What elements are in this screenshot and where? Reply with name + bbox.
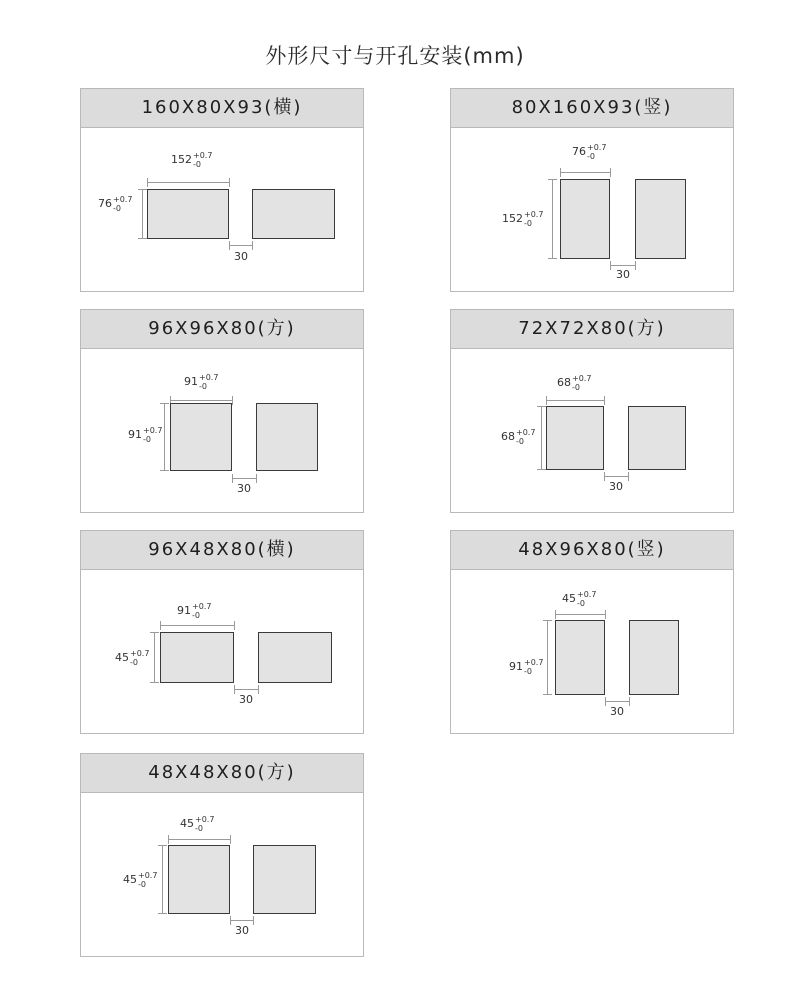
dimension-tick	[252, 241, 253, 250]
cutout-diagram	[451, 348, 733, 512]
dimension-tick	[604, 396, 605, 405]
dimension-tick	[548, 179, 557, 180]
width-dimension-line	[560, 172, 610, 173]
cutout-diagram	[451, 569, 733, 733]
gap-dimension-label: 30	[234, 250, 248, 263]
dimension-tick	[253, 916, 254, 925]
dimension-tick	[258, 685, 259, 694]
panel-cutout	[635, 179, 686, 259]
dimension-tick	[150, 632, 159, 633]
gap-dimension-line	[230, 920, 253, 921]
panel-48x96x80	[450, 530, 734, 734]
gap-dimension-line	[229, 245, 252, 246]
dimension-tick	[138, 189, 147, 190]
dimension-tick	[548, 258, 557, 259]
width-dimension-label: 45 +0.7 -0	[562, 590, 597, 608]
dimension-tick	[160, 621, 161, 630]
page-title: 外形尺寸与开孔安装(mm)	[265, 44, 525, 68]
dimension-tick	[229, 178, 230, 187]
dimension-tick	[604, 472, 605, 481]
width-dimension-line	[160, 625, 234, 626]
panel-96x96x80	[80, 309, 364, 513]
dimension-tick	[605, 697, 606, 706]
dimension-tick	[150, 682, 159, 683]
panel-cutout	[256, 403, 318, 471]
dimension-tick	[537, 469, 546, 470]
gap-dimension-line	[605, 701, 629, 702]
height-dimension-label: 152 +0.7 -0	[502, 210, 544, 228]
cutout-diagram	[81, 127, 363, 291]
dimension-tick	[605, 610, 606, 619]
panel-cutout	[555, 620, 605, 695]
dimension-tick	[629, 697, 630, 706]
dimension-tick	[555, 610, 556, 619]
dimension-tick	[234, 685, 235, 694]
height-dimension-label: 91 +0.7 -0	[128, 426, 163, 444]
dimension-tick	[230, 916, 231, 925]
gap-dimension-label: 30	[239, 693, 253, 706]
height-dimension-label: 91 +0.7 -0	[509, 658, 544, 676]
dimension-tick	[543, 694, 552, 695]
gap-dimension-line	[232, 478, 256, 479]
panel-cutout	[560, 179, 610, 259]
panel-header: 48X96X80(竖)	[451, 531, 733, 570]
cutout-diagram	[451, 127, 733, 291]
width-dimension-line	[147, 182, 229, 183]
height-dimension-line	[541, 406, 542, 470]
gap-dimension-label: 30	[235, 924, 249, 937]
width-dimension-label: 91 +0.7 -0	[184, 373, 219, 391]
dimension-tick	[147, 178, 148, 187]
gap-dimension-label: 30	[609, 480, 623, 493]
panel-cutout	[628, 406, 686, 470]
height-dimension-line	[164, 403, 165, 471]
dimension-tick	[160, 403, 169, 404]
dimension-tick	[234, 621, 235, 630]
height-dimension-label: 68 +0.7 -0	[501, 428, 536, 446]
height-dimension-line	[552, 179, 553, 259]
gap-dimension-line	[234, 689, 258, 690]
cutout-diagram	[81, 569, 363, 733]
dimension-tick	[232, 396, 233, 405]
gap-dimension-line	[610, 265, 635, 266]
dimension-tick	[232, 474, 233, 483]
dimension-tick	[543, 620, 552, 621]
height-dimension-line	[547, 620, 548, 695]
width-dimension-line	[555, 614, 605, 615]
dimension-tick	[229, 241, 230, 250]
panel-cutout	[258, 632, 332, 683]
gap-dimension-line	[604, 476, 628, 477]
panel-header: 48X48X80(方)	[81, 754, 363, 793]
panel-header: 72X72X80(方)	[451, 310, 733, 349]
dimension-tick	[168, 835, 169, 844]
panel-header: 160X80X93(横)	[81, 89, 363, 128]
panel-header: 96X48X80(横)	[81, 531, 363, 570]
panel-cutout	[160, 632, 234, 683]
width-dimension-label: 91 +0.7 -0	[177, 602, 212, 620]
gap-dimension-label: 30	[610, 705, 624, 718]
width-dimension-line	[168, 839, 230, 840]
dimension-tick	[546, 396, 547, 405]
panel-header: 80X160X93(竖)	[451, 89, 733, 128]
dimension-tick	[158, 913, 167, 914]
height-dimension-line	[162, 845, 163, 914]
dimension-tick	[628, 472, 629, 481]
cutout-diagram	[81, 792, 363, 956]
cutout-diagram	[81, 348, 363, 512]
panel-48x48x80	[80, 753, 364, 957]
dimension-tick	[635, 261, 636, 270]
height-dimension-line	[142, 189, 143, 239]
gap-dimension-label: 30	[616, 268, 630, 281]
width-dimension-label: 45 +0.7 -0	[180, 815, 215, 833]
height-dimension-label: 45 +0.7 -0	[123, 871, 158, 889]
width-dimension-line	[546, 400, 604, 401]
panel-cutout	[170, 403, 232, 471]
dimension-tick	[537, 406, 546, 407]
dimension-tick	[138, 238, 147, 239]
panel-cutout	[147, 189, 229, 239]
dimension-tick	[560, 168, 561, 177]
height-dimension-line	[154, 632, 155, 683]
panel-header: 96X96X80(方)	[81, 310, 363, 349]
gap-dimension-label: 30	[237, 482, 251, 495]
width-dimension-label: 76 +0.7 -0	[572, 143, 607, 161]
width-dimension-line	[170, 400, 232, 401]
panel-cutout	[253, 845, 316, 914]
height-dimension-label: 45 +0.7 -0	[115, 649, 150, 667]
dimension-tick	[610, 261, 611, 270]
dimension-tick	[230, 835, 231, 844]
height-dimension-label: 76 +0.7 -0	[98, 195, 133, 213]
panel-80x160x93	[450, 88, 734, 292]
panel-cutout	[629, 620, 679, 695]
dimension-tick	[256, 474, 257, 483]
dimension-tick	[610, 168, 611, 177]
dimension-tick	[158, 845, 167, 846]
panel-72x72x80	[450, 309, 734, 513]
panel-cutout	[168, 845, 230, 914]
panel-160x80x93	[80, 88, 364, 292]
width-dimension-label: 68 +0.7 -0	[557, 374, 592, 392]
width-dimension-label: 152 +0.7 -0	[171, 151, 213, 169]
dimension-tick	[160, 470, 169, 471]
panel-96x48x80	[80, 530, 364, 734]
panel-cutout	[252, 189, 335, 239]
panel-cutout	[546, 406, 604, 470]
